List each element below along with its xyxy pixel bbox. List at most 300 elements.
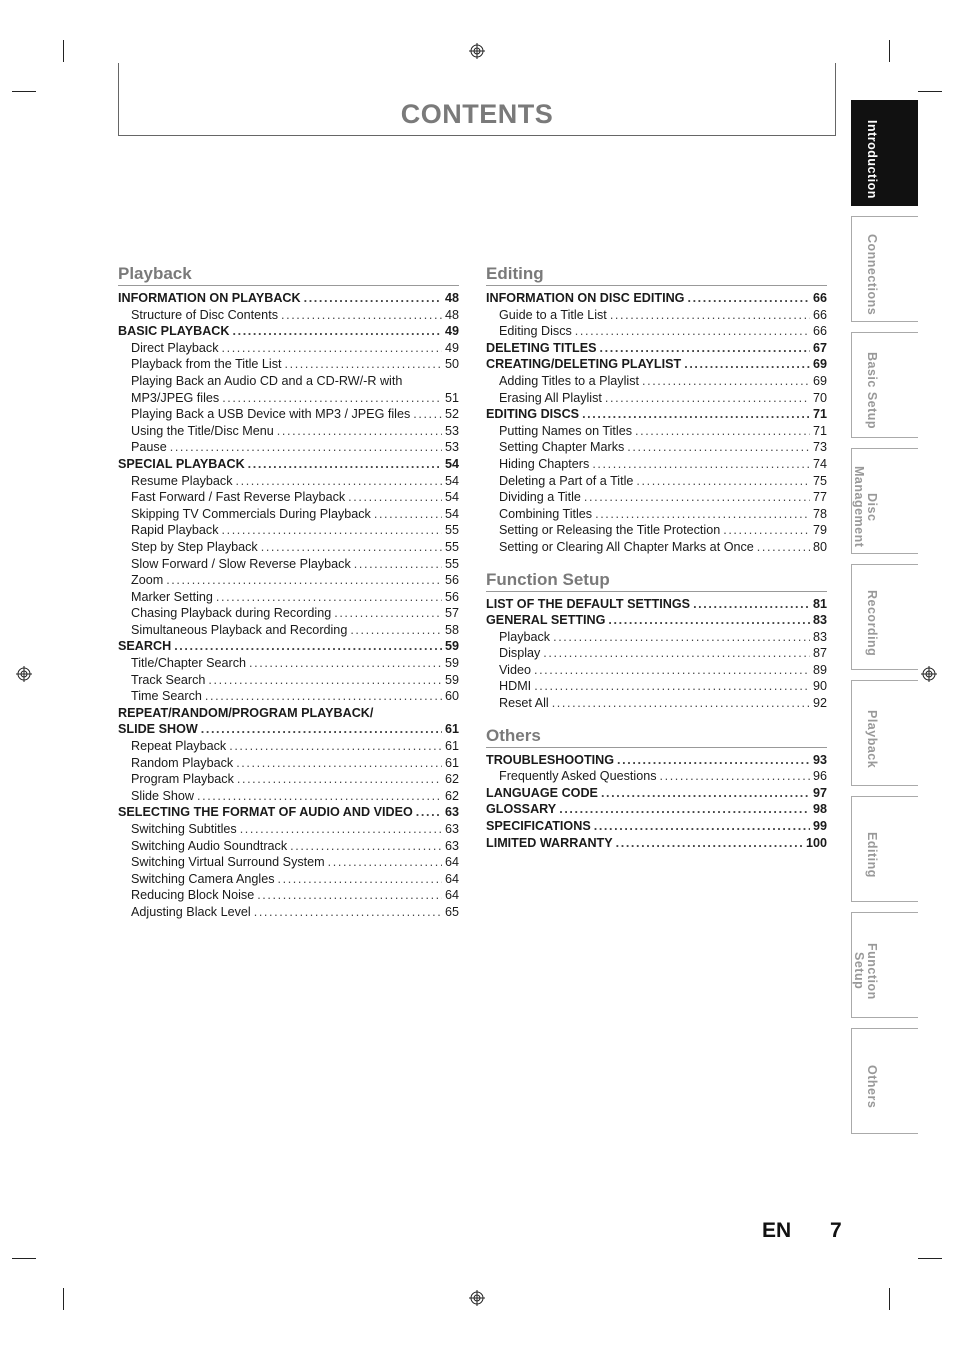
toc-column-right [486,264,827,851]
toc-entry[interactable] [118,572,459,589]
toc-entry[interactable] [118,871,459,888]
dot-leader [236,473,442,490]
toc-page-number: 66 [812,324,827,339]
crop-mark [918,1258,942,1259]
toc-entry[interactable] [486,768,827,785]
toc-page-number: 59 [444,672,459,687]
tab-label: Introduction [865,119,879,199]
dot-leader [582,406,810,423]
toc-entry-label: Resume Playback [131,473,233,488]
dot-leader [281,307,442,324]
dot-leader [261,539,442,556]
toc-page-number: 73 [812,440,827,455]
toc-entry-label: INFORMATION ON DISC EDITING [486,291,685,305]
toc-entry-label: GENERAL SETTING [486,613,606,628]
toc-page-number: 50 [444,357,459,372]
toc-entry-label: Fast Forward / Fast Reverse Playback [131,490,346,505]
toc-heading-entry[interactable] [486,752,827,769]
toc-entry-label: Display [499,646,541,661]
dot-leader [559,801,810,818]
toc-entry[interactable] [118,423,459,440]
tab-label: Basic Setup [865,352,879,430]
dot-leader [605,390,810,407]
crop-mark [12,1258,36,1259]
dot-leader [304,290,442,307]
toc-entry-label: TROUBLESHOOTING [486,752,615,767]
toc-page-number: 61 [444,722,459,737]
toc-page-number: 48 [444,291,459,305]
dot-leader [693,596,810,613]
toc-page-number: 64 [444,855,459,870]
dot-leader [534,662,810,679]
toc-entry-label: Rapid Playback [131,523,219,538]
toc-entry[interactable] [486,456,827,473]
toc-page-number: 65 [444,904,459,919]
toc-heading-entry[interactable] [486,406,827,423]
toc-heading-entry[interactable] [486,801,827,818]
dot-leader [636,473,810,490]
toc-page-number: 71 [812,423,827,438]
dot-leader [216,589,442,606]
toc-entry[interactable] [486,390,827,407]
tab-label: Playback [865,709,879,769]
page-number: 7 [830,1219,842,1242]
toc-entry[interactable] [118,854,459,871]
section-title-editing: Editing [486,264,827,286]
toc-page-number: 77 [812,490,827,505]
toc-page-number: 64 [444,888,459,903]
toc-entry-label: Guide to a Title List [499,307,607,322]
toc-entry[interactable] [118,439,459,456]
toc-page-number: 97 [812,785,827,800]
toc-entry[interactable] [118,688,459,705]
toc-entry-label: Playing Back a USB Device with MP3 / JPEG files [131,407,411,422]
toc-page-number: 69 [812,357,827,372]
crop-mark [889,40,890,62]
toc-entry-label: Putting Names on Titles [499,423,632,438]
dot-leader [222,522,442,539]
toc-page-number: 80 [812,539,827,554]
dot-leader [723,522,810,539]
dot-leader [254,904,442,921]
dot-leader [553,629,810,646]
dot-leader [584,489,810,506]
toc-entry-label: Marker Setting [131,589,213,604]
dot-leader [348,489,442,506]
toc-page-number: 49 [444,324,459,339]
toc-entry[interactable] [486,473,827,490]
toc-page-number: 98 [812,802,827,817]
page-title: CONTENTS [400,99,554,129]
dot-leader [601,785,810,802]
toc-page-number: 55 [444,539,459,554]
toc-entry[interactable] [118,672,459,689]
dot-leader [592,456,810,473]
toc-entry[interactable] [118,838,459,855]
toc-entry[interactable] [118,738,459,755]
toc-page-number: 78 [812,506,827,521]
toc-page-number: 52 [444,407,459,422]
tab-function-setup[interactable] [851,912,918,1018]
dot-leader [627,439,810,456]
toc-entry-label: Hiding Chapters [499,456,590,471]
toc-entry-label: Reducing Block Noise [131,888,255,903]
tab-editing[interactable] [851,796,918,902]
dot-leader [236,755,442,772]
toc-page-number: 62 [444,788,459,803]
dot-leader [233,323,442,340]
toc-entry-label: Adjusting Black Level [131,904,251,919]
dot-leader [208,672,442,689]
section-title-function-setup: Function Setup [486,570,827,592]
toc-entry-label: Setting Chapter Marks [499,440,625,455]
tab-label: Disc Management [852,466,879,548]
toc-entry[interactable] [486,522,827,539]
dot-leader [237,771,442,788]
toc-entry[interactable] [118,556,459,573]
toc-page-number: 56 [444,589,459,604]
toc-entry[interactable] [486,645,827,662]
toc-column-left [118,264,459,921]
toc-page-number: 90 [812,679,827,694]
toc-heading-entry[interactable] [486,835,827,852]
toc-page-number: 75 [812,473,827,488]
toc-page-number: 53 [444,423,459,438]
toc-page-number: 62 [444,772,459,787]
toc-entry-label: Setting or Releasing the Title Protection [499,523,721,538]
dot-leader [616,835,803,852]
tab-disc-management[interactable] [851,448,918,554]
toc-entry-label: Skipping TV Commercials During Playback [131,506,371,521]
toc-page-number: 58 [444,622,459,637]
dot-leader [642,373,810,390]
toc-entry[interactable] [118,655,459,672]
crop-mark [12,91,36,92]
toc-page-number: 48 [444,307,459,322]
toc-entry-label: SEARCH [118,639,172,654]
toc-entry[interactable] [486,439,827,456]
toc-page-number: 67 [812,340,827,355]
dot-leader [660,768,810,785]
toc-entry[interactable] [118,340,459,357]
toc-entry-line: REPEAT/RANDOM/PROGRAM PLAYBACK/ [118,705,374,720]
crop-mark [889,1288,890,1310]
toc-page-number: 49 [444,340,459,355]
toc-entry-label: Switching Audio Soundtrack [131,838,288,853]
toc-page-number: 70 [812,390,827,405]
toc-heading-entry[interactable] [118,323,459,340]
toc-entry-label: Frequently Asked Questions [499,769,657,784]
toc-entry-label: Repeat Playback [131,739,227,754]
toc-entry[interactable] [118,788,459,805]
toc-entry-label: Title/Chapter Search [131,656,247,671]
toc-heading-entry[interactable] [118,638,459,655]
language-label: EN [762,1219,792,1242]
toc-entry[interactable] [118,506,459,523]
toc-page-number: 79 [812,523,827,538]
toc-entry[interactable] [118,390,459,407]
toc-page-number: 87 [812,646,827,661]
toc-entry-label: GLOSSARY [486,802,557,817]
toc-entry-label: Time Search [131,689,202,704]
tab-label: Editing [865,832,879,878]
toc-entry[interactable] [118,771,459,788]
toc-entry[interactable] [486,629,827,646]
toc-page-number: 54 [444,506,459,521]
toc-entry-label: Step by Step Playback [131,539,258,554]
dot-leader [617,752,810,769]
toc-entry[interactable] [486,695,827,712]
toc-page-number: 59 [444,639,459,654]
toc-entry-label: Switching Virtual Surround System [131,855,325,870]
toc-page-number: 83 [812,629,827,644]
dot-leader [610,307,810,324]
toc-page-number: 54 [444,490,459,505]
toc-entry-label: Random Playback [131,755,234,770]
toc-heading-entry[interactable] [118,721,459,738]
dot-leader [594,818,810,835]
registration-mark-icon [921,666,937,682]
dot-leader [257,887,442,904]
toc-entry[interactable] [118,539,459,556]
tab-playback[interactable] [851,680,918,786]
toc-entry-label: Slide Show [131,788,195,803]
toc-page-number: 100 [805,835,827,850]
toc-entry-label: HDMI [499,679,532,694]
tab-connections[interactable] [851,216,918,322]
dot-leader [248,456,442,473]
toc-entry-label: SPECIAL PLAYBACK [118,456,245,471]
toc-entry-label: Structure of Disc Contents [131,307,278,322]
toc-entry[interactable] [118,755,459,772]
toc-entry[interactable] [486,423,827,440]
toc-entry-label: SLIDE SHOW [118,722,198,737]
toc-entry-label: Playback from the Title List [131,357,282,372]
toc-entry-label: LIMITED WARRANTY [486,835,613,850]
title-frame [118,63,836,136]
toc-entry-label: Program Playback [131,772,234,787]
toc-entry-label: MP3/JPEG files [131,390,220,405]
toc-heading-entry[interactable] [118,804,459,821]
tab-recording[interactable] [851,564,918,670]
dot-leader [595,506,810,523]
toc-entry[interactable] [118,821,459,838]
dot-leader [600,340,810,357]
crop-mark [63,40,64,62]
toc-entry[interactable] [118,307,459,324]
toc-heading-entry[interactable] [486,290,827,307]
toc-entry-label: CREATING/DELETING PLAYLIST [486,357,682,372]
dot-leader [354,556,442,573]
dot-leader [608,612,810,629]
toc-entry-label: Playback [499,629,551,644]
toc-entry-line: Playing Back an Audio CD and a CD-RW/-R with [131,373,403,388]
toc-entry-label: Direct Playback [131,340,219,355]
toc-entry[interactable] [118,473,459,490]
dot-leader [635,423,810,440]
toc-entry[interactable] [118,887,459,904]
toc-heading-entry[interactable] [118,290,459,307]
dot-leader [197,788,442,805]
toc-entry-label: Erasing All Playlist [499,390,602,405]
toc-entry-label: Adding Titles to a Playlist [499,373,640,388]
dot-leader [416,804,442,821]
toc-page-number: 55 [444,556,459,571]
tab-label: Recording [865,589,879,657]
toc-entry[interactable] [486,307,827,324]
dot-leader [222,340,442,357]
toc-page-number: 61 [444,755,459,770]
dot-leader [328,854,442,871]
toc-entry-label: Chasing Playback during Recording [131,606,332,621]
dot-leader [174,638,442,655]
toc-heading-entry[interactable] [486,340,827,357]
toc-page-number: 57 [444,606,459,621]
toc-entry-label: Video [499,662,531,677]
dot-leader [249,655,442,672]
toc-page-number: 81 [812,596,827,611]
toc-page-number: 60 [444,689,459,704]
toc-heading-entry[interactable] [486,818,827,835]
dot-leader [290,838,442,855]
tab-label: Function Setup [852,942,879,1000]
toc-entry-label: INFORMATION ON PLAYBACK [118,291,301,305]
crop-mark [918,91,942,92]
dot-leader [229,738,442,755]
toc-heading-entry[interactable] [486,612,827,629]
toc-entry-label: Using the Title/Disc Menu [131,423,274,438]
toc-page-number: 51 [444,390,459,405]
dot-leader [687,290,810,307]
toc-heading-entry[interactable] [486,785,827,802]
toc-page-number: 74 [812,456,827,471]
toc-entry-label: Zoom [131,573,164,588]
toc-entry[interactable] [486,323,827,340]
toc-page-number: 93 [812,752,827,767]
toc-entry[interactable] [118,489,459,506]
toc-heading-entry[interactable] [486,356,827,373]
toc-entry-label: SPECIFICATIONS [486,819,591,834]
toc-page-number: 92 [812,696,827,711]
toc-entry-label: Deleting a Part of a Title [499,473,634,488]
toc-entry[interactable] [486,539,827,556]
toc-entry-label: Combining Titles [499,506,593,521]
toc-entry[interactable] [486,662,827,679]
toc-entry-label: Reset All [499,696,549,711]
dot-leader [374,506,442,523]
toc-entry[interactable] [486,373,827,390]
toc-page-number: 53 [444,440,459,455]
dot-leader [575,323,810,340]
toc-heading-entry[interactable] [118,456,459,473]
section-title-others: Others [486,726,827,748]
dot-leader [201,721,442,738]
toc-entry[interactable] [486,678,827,695]
registration-mark-icon [469,43,485,59]
toc-entry[interactable] [486,506,827,523]
toc-entry[interactable] [118,406,459,423]
toc-entry[interactable] [118,622,459,639]
toc-entry[interactable] [486,489,827,506]
dot-leader [240,821,442,838]
toc-entry[interactable] [118,356,459,373]
dot-leader [543,645,810,662]
toc-entry-label: Switching Camera Angles [131,871,275,886]
toc-page-number: 56 [444,573,459,588]
toc-page-number: 54 [444,473,459,488]
toc-page-number: 64 [444,871,459,886]
toc-page-number: 54 [444,456,459,471]
toc-page-number: 66 [812,307,827,322]
dot-leader [285,356,442,373]
toc-entry-label: Dividing a Title [499,490,581,505]
toc-page-number: 55 [444,523,459,538]
dot-leader [534,678,810,695]
registration-mark-icon [469,1290,485,1306]
toc-page-number: 59 [444,656,459,671]
dot-leader [222,390,442,407]
toc-entry[interactable] [118,522,459,539]
tab-others[interactable] [851,1028,918,1134]
toc-entry-label: Track Search [131,672,206,687]
toc-page-number: 69 [812,373,827,388]
dot-leader [170,439,442,456]
dot-leader [350,622,442,639]
toc-heading-entry[interactable] [486,596,827,613]
registration-mark-icon [16,666,32,682]
toc-entry-label: Pause [131,440,167,455]
toc-entry[interactable] [118,605,459,622]
dot-leader [413,406,442,423]
dot-leader [334,605,442,622]
tab-basic-setup[interactable] [851,332,918,438]
toc-entry-label: LANGUAGE CODE [486,785,598,800]
toc-entry-label: LIST OF THE DEFAULT SETTINGS [486,596,691,611]
toc-entry-label: Editing Discs [499,324,572,339]
tab-label: Connections [865,234,879,316]
toc-page-number: 71 [812,407,827,422]
section-title-playback: Playback [118,264,459,286]
crop-mark [63,1288,64,1310]
tab-introduction[interactable] [851,100,918,206]
toc-entry-label: Switching Subtitles [131,822,237,836]
toc-entry[interactable] [118,904,459,921]
toc-page-number: 63 [444,805,459,820]
dot-leader [684,356,810,373]
toc-page-number: 96 [812,769,827,784]
toc-page-number: 89 [812,662,827,677]
toc-page-number: 83 [812,613,827,628]
dot-leader [277,423,442,440]
toc-entry-label: SELECTING THE FORMAT OF AUDIO AND VIDEO [118,805,413,820]
dot-leader [757,539,810,556]
toc-page-number: 63 [444,822,459,836]
toc-entry[interactable] [118,589,459,606]
toc-entry-label: Slow Forward / Slow Reverse Playback [131,556,351,571]
toc-entry-label: Simultaneous Playback and Recording [131,622,348,637]
toc-entry-label: BASIC PLAYBACK [118,324,230,339]
toc-entry-label: DELETING TITLES [486,340,597,355]
dot-leader [278,871,442,888]
toc-page-number: 99 [812,819,827,834]
dot-leader [166,572,442,589]
toc-page-number: 66 [812,291,827,305]
toc-page-number: 63 [444,838,459,853]
tab-label: Others [865,1065,879,1109]
dot-leader [205,688,442,705]
toc-entry-label: EDITING DISCS [486,407,580,422]
toc-page-number: 61 [444,739,459,754]
